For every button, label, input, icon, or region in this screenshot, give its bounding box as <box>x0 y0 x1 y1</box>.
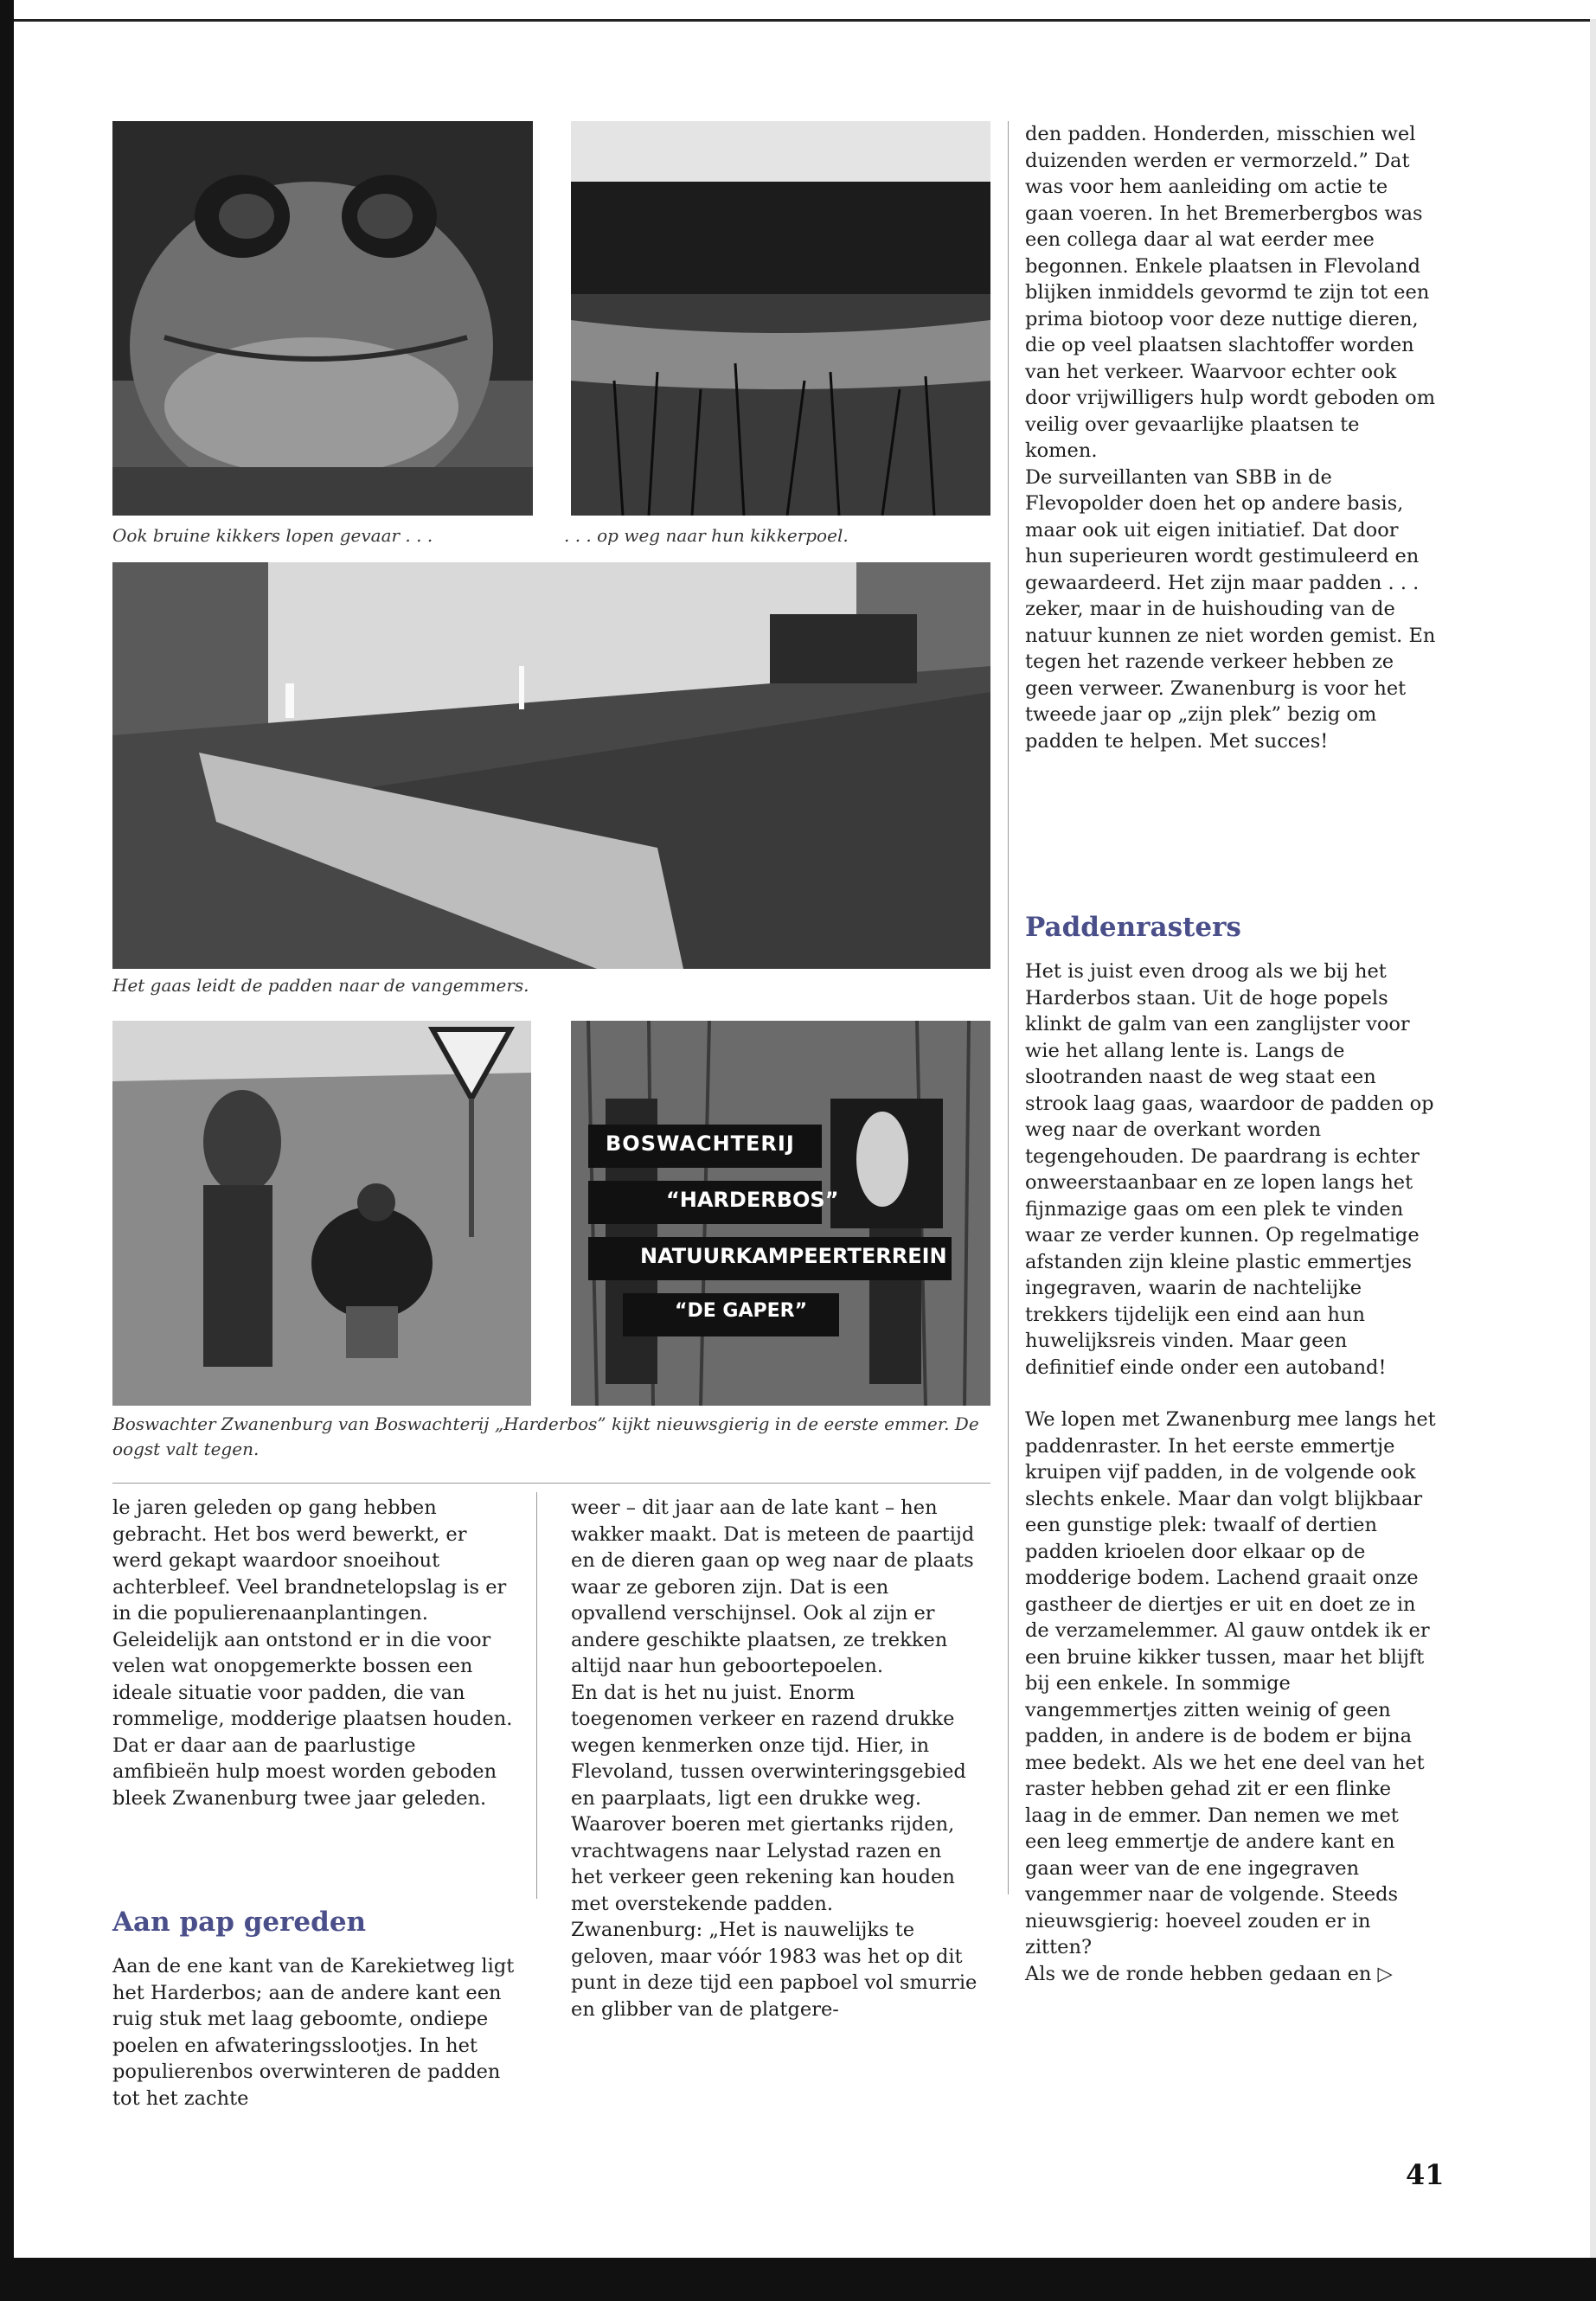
caption-frog: Ook bruine kikkers lopen gevaar . . . <box>112 525 433 546</box>
col2-paragraph-1: weer – dit jaar aan de late kant – hen wakker maakt. Dat is meteen de paartijd en de dieren gaan op weg naar de plaats waar ze geboren zijn. Dat is een opvallend verschijnsel. Ook al zijn er andere geschikte plaatsen, ze trekken altijd naar hun geboortepoelen. <box>571 1497 975 1677</box>
column-rule-right <box>1008 121 1009 1894</box>
col3-paragraph-2: De surveillanten van SBB in de Flevopolder doen het op andere basis, maar ook uit eigen initiatief. Dat door hun superieuren wordt gestimuleerd en gewaardeerd. Het zijn maar padden . . . zeker, maar in de huishouding van de natuur kunnen ze niet worden gemist. En tegen het razende verkeer hebben ze geen verweer. Zwanenburg is voor het tweede jaar op „zijn plek” bezig om padden te helpen. Met succes! <box>1025 465 1436 753</box>
scan-edge-right <box>1590 19 1596 2258</box>
col3-paragraph-5: Als we de ronde hebben gedaan en ▷ <box>1025 1962 1393 1985</box>
photo-pond <box>571 121 990 516</box>
scan-edge-top <box>14 19 1596 22</box>
photo-warden <box>112 1021 531 1406</box>
col1-paragraph-1: le jaren geleden op gang hebben gebracht. Het bos werd bewerkt, er werd gekapt waardoor snoeihout achterbleef. Veel brandnetelopslag is er in die populierenaanplantingen. Geleidelijk aan ontstond er in die voor velen wat onopgemerkte bossen een ideale situatie voor padden, die van rommelige, modderige plaatsen houden. Dat er daar aan de paarlustige amfibieën hulp moest worden geboden bleek Zwanenburg twee jaar geleden. <box>112 1497 513 1810</box>
column-3-continued <box>1025 958 1436 1987</box>
col3-paragraph-4: We lopen met Zwanenburg mee langs het paddenraster. In het eerste emmertje kruipen vijf padden, in de volgende ook slechts enkele. Maar dan volgt blijkbaar een gunstige plek: twaalf of dertien padden krioelen door elkaar op de modderige bodem. Lachend graait onze gastheer de diertjes er uit en doet ze in de verzamelemmer. Al gauw ontdek ik er een bruine kikker tussen, maar het blijft bij een enkele. In sommige vangemmertjes zitten weinig of geen padden, in andere is de bodem er bijna mee bedekt. Als we het ene deel van het raster hebben gehad zit er een flinke laag in de emmer. Dan nemen we met een leeg emmertje de andere kant en gaan weer van de ene ingegraven vangemmer naar de volgende. Steeds nieuwsgierig: hoeveel zouden er in zitten? <box>1025 1408 1436 1958</box>
divider-photos <box>112 1483 990 1484</box>
photo-frog <box>112 121 533 516</box>
caption-pond: . . . op weg naar hun kikkerpoel. <box>564 525 849 546</box>
column-1-continued <box>112 1953 519 2112</box>
caption-warden: Boswachter Zwanenburg van Boswachterij „Harderbos” kijkt nieuwsgierig in de eerste emmer. De oogst valt tegen. <box>112 1413 979 1459</box>
col2-paragraph-2: En dat is het nu juist. Enorm toegenomen verkeer en razend drukke wegen kenmerken onze tijd. Hier, in Flevoland, tussen overwinteringsgebied en paarplaats, ligt een drukke weg. Waarover boeren met giertanks rijden, vrachtwagens naar Lelystad razen en het verkeer geen rekening kan houden met overstekende padden. <box>571 1681 966 1915</box>
sign-natuurkampeerterrein: NATUURKAMPEERTERREIN <box>640 1244 947 1268</box>
col1-paragraph-2: Aan de ene kant van de Karekietweg ligt het Harderbos; aan de andere kant een ruig stuk met laag geboomte, ondiepe poelen en afwateringsslootjes. In het populierenbos overwinteren de padden tot het zachte <box>112 1955 515 2110</box>
photo-sign <box>571 1021 990 1406</box>
sign-de-gaper: “DE GAPER” <box>675 1300 808 1322</box>
scan-edge-bottom <box>0 2258 1596 2301</box>
caption-fence: Het gaas leidt de padden naar de vangemmers. <box>112 975 529 996</box>
photo-fence <box>112 562 990 969</box>
sign-harderbos: “HARDERBOS” <box>666 1188 839 1212</box>
sign-boswachterij: BOSWACHTERIJ <box>606 1131 795 1156</box>
page-number: 41 <box>1406 2158 1445 2191</box>
column-1 <box>112 1495 519 1811</box>
column-3 <box>1025 121 1436 754</box>
col3-paragraph-3: Het is juist even droog als we bij het Harderbos staan. Uit de hoge popels klinkt de galm van een zanglijster voor wie het allang lente is. Langs de slootranden naast de weg staat een strook laag gaas, waardoor de padden op weg naar de overkant worden tegengehouden. De paardrang is echter onweerstaanbaar en ze lopen langs het fijnmazige gaas om een plek te vinden waar ze verder kunnen. Op regelmatige afstanden zijn kleine plastic emmertjes ingegraven, waarin de nachtelijke trekkers tijdelijk een eind aan hun huwelijksreis vinden. Maar geen definitief einde onder een autoband! <box>1025 960 1434 1379</box>
column-rule-middle <box>536 1492 537 1899</box>
col2-paragraph-3: Zwanenburg: „Het is nauwelijks te geloven, maar vóór 1983 was het op dit punt in deze tijd een papboel vol smurrie en glibber van de platgere- <box>571 1919 977 2021</box>
col3-paragraph-1: den padden. Honderden, misschien wel duizenden werden er vermorzeld.” Dat was voor hem aanleiding om actie te gaan voeren. In het Bremerbergbos was een collega daar al wat eerder mee begonnen. Enkele plaatsen in Flevoland blijken inmiddels gevormd te zijn tot een prima biotoop voor deze nuttige dieren, die op veel plaatsen slachtoffer worden van het verkeer. Waarvoor echter ook door vrijwilligers hulp wordt geboden om veilig over gevaarlijke plaatsen te komen. <box>1025 123 1436 462</box>
column-2 <box>571 1495 977 2022</box>
heading-paddenrasters: Paddenrasters <box>1025 912 1241 943</box>
heading-aan-pap-gereden: Aan pap gereden <box>112 1907 367 1938</box>
scan-edge-left <box>0 0 14 2301</box>
